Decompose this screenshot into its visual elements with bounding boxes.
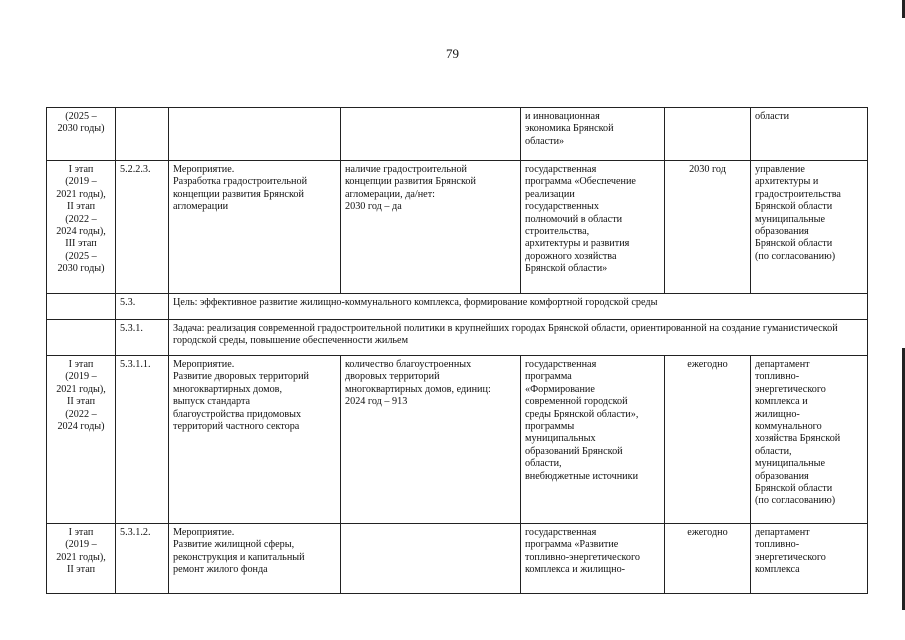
responsible-cell-line: топливно- <box>755 539 800 551</box>
source-cell-line: внебюджетные источники <box>525 470 639 482</box>
responsible-cell-line: Брянской области <box>755 201 833 213</box>
stage-cell-line: 2030 годы) <box>57 263 105 275</box>
source-cell-line: топливно-энергетического <box>525 551 641 563</box>
event-cell-line: выпуск стандарта <box>173 396 251 408</box>
stage-cell-line: II этап <box>66 201 96 213</box>
indicator-cell-line: концепции развития Брянской <box>345 176 476 188</box>
term-cell <box>665 161 751 294</box>
table-row <box>47 356 868 524</box>
indicator-cell <box>341 108 521 161</box>
table-row <box>47 108 868 161</box>
source-cell-line: комплекса и жилищно- <box>525 564 626 576</box>
term-cell-text: ежегодно <box>687 359 728 370</box>
term-cell <box>665 524 751 594</box>
table-body <box>47 108 868 594</box>
responsible-cell-line: комплекса <box>755 564 800 576</box>
stage-cell-line: (2025 – <box>65 111 97 122</box>
source-cell <box>521 108 665 161</box>
responsible-cell-line: муниципальные <box>755 213 825 225</box>
event-cell-line: территорий частного сектора <box>173 421 300 433</box>
responsible-cell-line: образования <box>755 226 809 238</box>
event-cell-line: Развитие дворовых территорий <box>173 371 309 383</box>
stage-cell-line: 2024 годы) <box>57 421 105 433</box>
goal-text <box>169 294 868 320</box>
table-row <box>47 320 868 356</box>
term-cell <box>665 108 751 161</box>
responsible-cell-line: образования <box>755 470 809 482</box>
term-cell-text: 2030 год <box>689 164 726 175</box>
stage-cell-line: 2021 годы), <box>56 188 106 200</box>
goal-number <box>116 294 169 320</box>
stage-cell <box>47 108 116 161</box>
source-cell-line: государственная <box>525 359 597 370</box>
responsible-cell-line: жилищно- <box>755 408 800 420</box>
goal-text-text: Цель: эффективное развитие жилищно-коммунального комплекса, формирование комфортной городской среды <box>173 297 658 308</box>
responsible-cell-line: области, <box>755 445 792 457</box>
stage-cell <box>47 161 116 294</box>
source-cell-line: области» <box>525 135 565 147</box>
goal-number-text: 5.3. <box>120 297 136 308</box>
source-cell-line: реализации <box>525 188 575 200</box>
event-cell-line: Разработка градостроительной <box>173 176 308 188</box>
stage-cell <box>47 320 116 356</box>
source-cell <box>521 161 665 294</box>
item-number-text: 5.3.1.2. <box>120 527 151 538</box>
event-cell <box>169 524 341 594</box>
table-row <box>47 294 868 320</box>
stage-cell-line: II этап <box>66 396 96 408</box>
stage-cell-line: III этап <box>65 238 97 250</box>
responsible-cell-line: топливно- <box>755 371 800 383</box>
responsible-cell-line: муниципальные <box>755 458 825 470</box>
source-cell-line: дорожного хозяйства <box>525 250 617 262</box>
stage-cell-line: (2019 – <box>65 539 97 551</box>
event-cell-line: Развитие жилищной сферы, <box>173 539 295 551</box>
event-cell-line: многоквартирных домов, <box>173 383 283 395</box>
indicator-cell-line: наличие градостроительной <box>345 164 468 175</box>
source-cell-line: программа <box>525 371 572 383</box>
item-number <box>116 356 169 524</box>
item-number-text: 5.2.2.3. <box>120 164 151 175</box>
task-text-text: Задача: реализация современной градостроительной политики в крупнейших городах Брянской области, ориентированной на создание гуманистической городской среды, повышение обеспеченности жильем <box>173 323 838 347</box>
indicator-cell-line: дворовых территорий <box>345 371 440 383</box>
event-cell-line: реконструкция и капитальный <box>173 551 305 563</box>
source-cell-line: муниципальных <box>525 433 596 445</box>
responsible-cell <box>751 161 868 294</box>
responsible-cell-line: энергетического <box>755 383 826 395</box>
source-cell-line: среды Брянской области», <box>525 408 639 420</box>
indicator-cell-line: многоквартирных домов, единиц: <box>345 383 491 395</box>
event-cell <box>169 161 341 294</box>
stage-cell-line: 2021 годы), <box>56 383 106 395</box>
responsible-cell <box>751 524 868 594</box>
responsible-cell-line: области <box>755 111 790 122</box>
source-cell-line: экономика Брянской <box>525 123 614 135</box>
event-cell-line: агломерации <box>173 201 229 213</box>
stage-cell-line: (2019 – <box>65 176 97 188</box>
source-cell-line: полномочий в области <box>525 213 623 225</box>
term-cell <box>665 356 751 524</box>
indicator-cell <box>341 356 521 524</box>
event-cell-line: благоустройства придомовых <box>173 408 302 420</box>
stage-cell <box>47 356 116 524</box>
stage-cell-line: (2022 – <box>65 213 97 225</box>
source-cell-line: программа «Обеспечение <box>525 176 636 188</box>
source-cell-line: программы <box>525 421 575 433</box>
source-cell-line: архитектуры и развития <box>525 238 630 250</box>
table-row <box>47 524 868 594</box>
indicator-cell <box>341 161 521 294</box>
responsible-cell-line: хозяйства Брянской <box>755 433 841 445</box>
task-number <box>116 320 169 356</box>
responsible-cell-line: (по согласованию) <box>755 250 836 262</box>
task-text <box>169 320 868 356</box>
event-cell-line: Мероприятие. <box>173 359 235 370</box>
indicator-cell-line: 2024 год – 913 <box>345 396 408 408</box>
responsible-cell <box>751 356 868 524</box>
item-number <box>116 524 169 594</box>
source-cell-line: «Формирование <box>525 383 595 395</box>
source-cell <box>521 524 665 594</box>
source-cell-line: образований Брянской <box>525 445 623 457</box>
stage-cell-line: I этап <box>68 527 94 538</box>
event-cell-line: Мероприятие. <box>173 527 235 538</box>
table-row <box>47 161 868 294</box>
source-cell-line: государственных <box>525 201 599 213</box>
source-cell-line: программа «Развитие <box>525 539 619 551</box>
indicator-cell-line: 2030 год – да <box>345 201 402 213</box>
source-cell-line: государственная <box>525 527 597 538</box>
item-number-text: 5.3.1.1. <box>120 359 151 370</box>
indicator-cell <box>341 524 521 594</box>
stage-cell-line: (2022 – <box>65 408 97 420</box>
stage-cell-line: 2021 годы), <box>56 551 106 563</box>
source-cell-line: Брянской области» <box>525 263 608 275</box>
term-cell-text: ежегодно <box>687 527 728 538</box>
responsible-cell-line: управление <box>755 164 805 175</box>
responsible-cell <box>751 108 868 161</box>
stage-cell-line: I этап <box>68 359 94 370</box>
stage-cell-line: I этап <box>68 164 94 175</box>
event-cell-line: ремонт жилого фонда <box>173 564 268 576</box>
item-number <box>116 108 169 161</box>
source-cell <box>521 356 665 524</box>
responsible-cell-line: Брянской области <box>755 238 833 250</box>
responsible-cell-line: (по согласованию) <box>755 495 836 507</box>
source-cell-line: строительства, <box>525 226 590 238</box>
responsible-cell-line: комплекса и <box>755 396 808 408</box>
stage-cell-line: II этап <box>66 564 96 576</box>
page-number: 79 <box>446 46 459 61</box>
responsible-cell-line: коммунального <box>755 421 822 433</box>
event-cell <box>169 356 341 524</box>
source-cell-line: государственная <box>525 164 597 175</box>
responsible-cell-line: энергетического <box>755 551 826 563</box>
source-cell-line: современной городской <box>525 396 628 408</box>
stage-cell <box>47 524 116 594</box>
indicator-cell-line: количество благоустроенных <box>345 359 472 370</box>
stage-cell-line: (2019 – <box>65 371 97 383</box>
plan-table <box>46 107 868 594</box>
task-number-text: 5.3.1. <box>120 323 143 334</box>
item-number <box>116 161 169 294</box>
indicator-cell-line: агломерации, да/нет: <box>345 188 435 200</box>
event-cell-line: концепции развития Брянской <box>173 188 304 200</box>
stage-cell-line: 2024 годы), <box>56 226 106 238</box>
stage-cell-line: (2025 – <box>65 250 97 262</box>
event-cell-line: Мероприятие. <box>173 164 235 175</box>
responsible-cell-line: архитектуры и <box>755 176 819 188</box>
event-cell <box>169 108 341 161</box>
responsible-cell-line: Брянской области <box>755 483 833 495</box>
responsible-cell-line: градостроительства <box>755 188 841 200</box>
responsible-cell-line: департамент <box>755 527 810 538</box>
stage-cell <box>47 294 116 320</box>
source-cell-line: области, <box>525 458 562 470</box>
stage-cell-line: 2030 годы) <box>57 123 105 135</box>
responsible-cell-line: департамент <box>755 359 810 370</box>
source-cell-line: и инновационная <box>525 111 600 122</box>
